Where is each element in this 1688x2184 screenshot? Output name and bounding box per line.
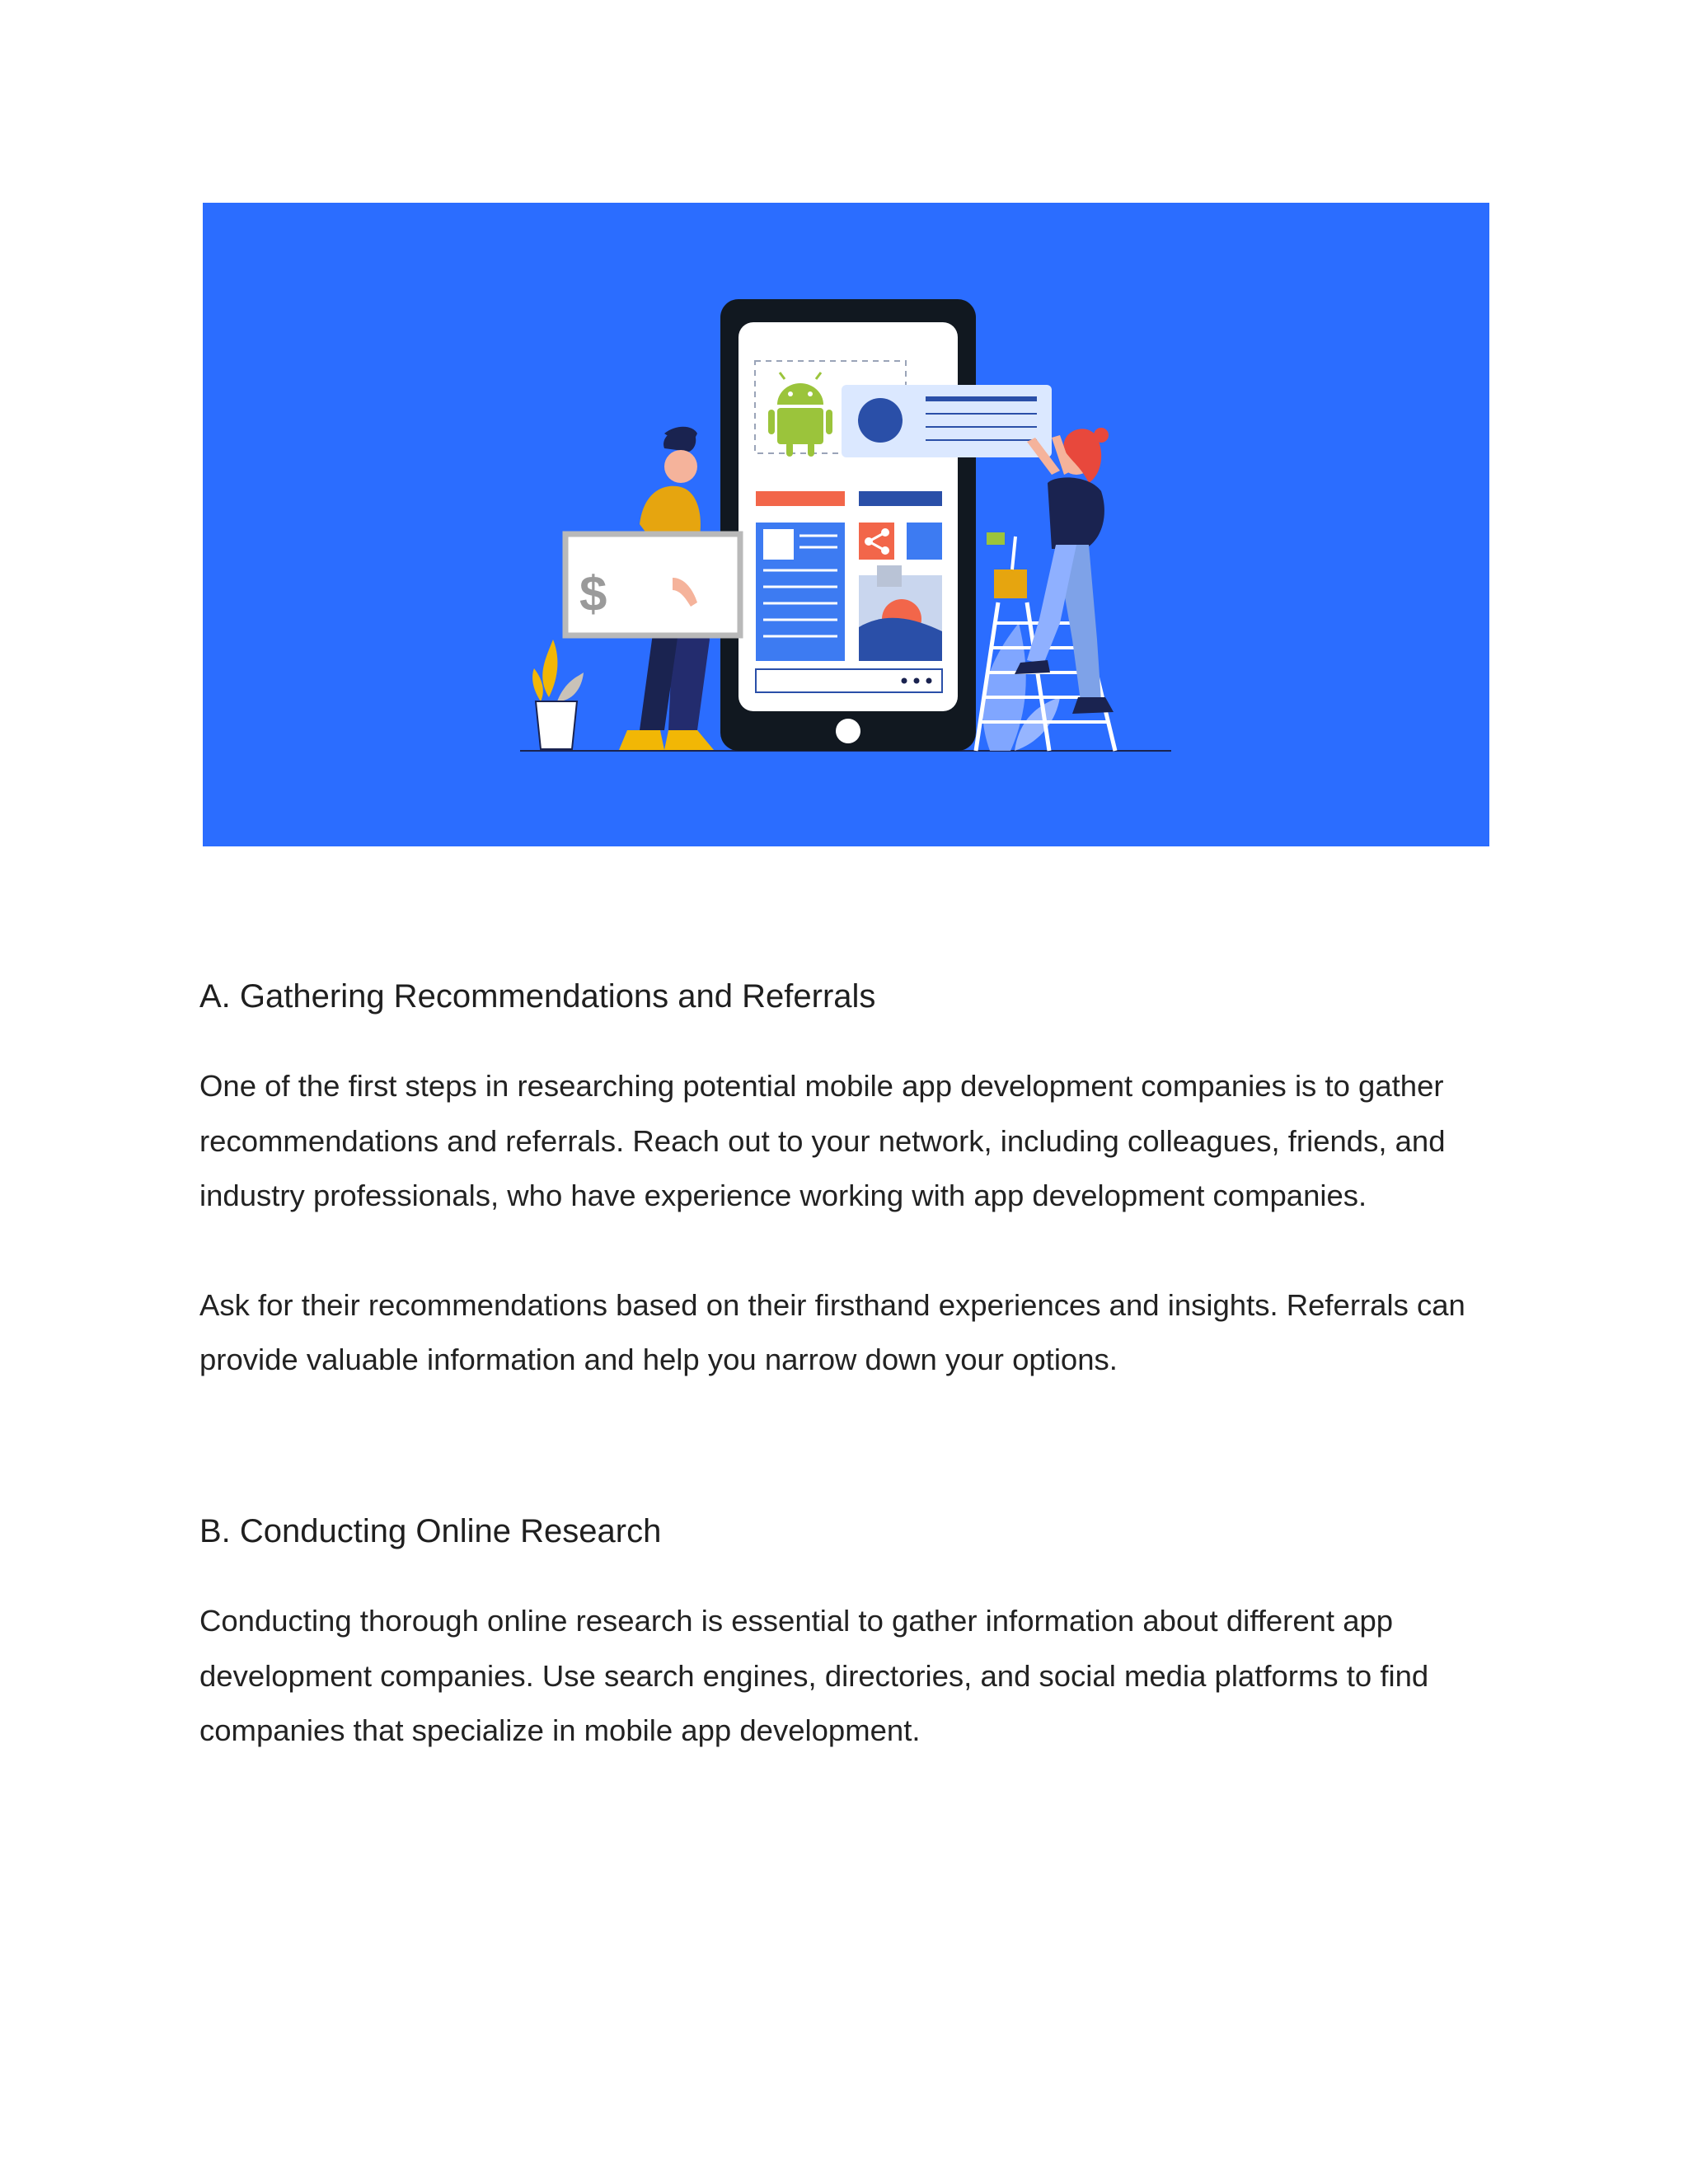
hero-banner xyxy=(203,203,1489,846)
section-heading: B. Conducting Online Research xyxy=(199,1512,662,1549)
mobile-app-development-illustration xyxy=(203,203,1489,846)
paragraph: One of the first steps in researching potential mobile app development companies is to gather recommendations and referrals. Reach out to your network, including colleagues, friends, and industry professionals, who have experience working with app development companies. xyxy=(199,1069,1446,1213)
article-content xyxy=(199,968,1502,1759)
paragraph: Ask for their recommendations based on their firsthand experiences and insights. Referrals can provide valuable information and help you narrow down your options. xyxy=(199,1287,1465,1377)
profile-card-icon xyxy=(842,385,1052,457)
share-icon xyxy=(859,523,894,560)
section-heading: A. Gathering Recommendations and Referrals xyxy=(199,978,876,1015)
dollar-card xyxy=(565,534,740,635)
phone-device xyxy=(720,299,976,751)
plant-icon xyxy=(532,640,584,749)
dollar-icon: $ xyxy=(579,566,607,621)
paragraph: Conducting thorough online research is essential to gather information about different app development companies. Use search engines, directories, and social media platforms to find companies that specialize in mobile app development. xyxy=(199,1603,1429,1748)
